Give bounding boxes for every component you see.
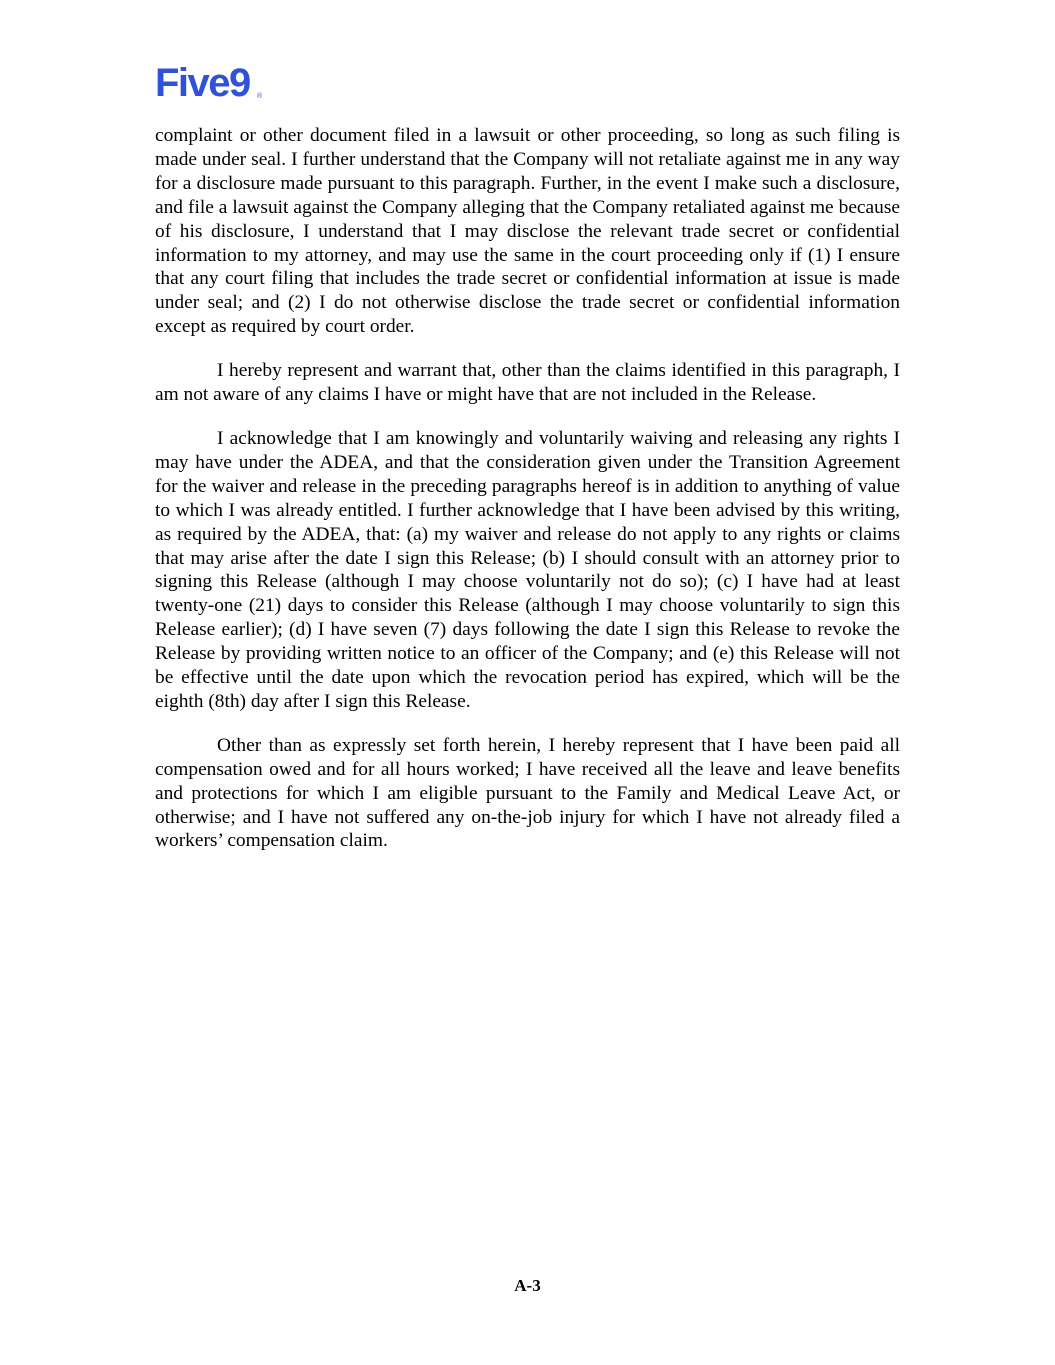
document-body — [155, 124, 900, 873]
registered-mark: ® — [257, 93, 263, 100]
paragraph-no-other-claims: I hereby represent and warrant that, other than the claims identified in this paragraph, I am not aware of any claims I have or might have that are not included in the Release. — [155, 360, 900, 406]
page-number: A-3 — [514, 1276, 541, 1295]
five9-logo-text: Five9 — [155, 61, 250, 105]
paragraph-compensation-representation: Other than as expressly set forth herein, I hereby represent that I have been paid all compensation owed and for all hours worked; I have received all the leave and leave benefits and protections for which I am eligible pursuant to the Family and Medical Leave Act, or otherwise; and I have not suffered any on-the-job injury for which I have not already filed a workers’ compensation claim. — [155, 734, 900, 852]
paragraph-confidential-disclosure: complaint or other document filed in a lawsuit or other proceeding, so long as such filing is made under seal. I further understand that the Company will not retaliate against me in any way for a disclosure made pursuant to this paragraph. Further, in the event I make such a disclosure, and file a lawsuit against the Company alleging that the Company retaliated against me because of his disclosure, I understand that I may disclose the relevant trade secret or confidential information to my attorney, and may use the same in the court proceeding only if (1) I ensure that any court filing that includes the trade secret or confidential information at issue is made under seal; and (2) I do not otherwise disclose the trade secret or confidential information except as required by court order. — [155, 125, 900, 338]
five9-logo — [155, 58, 270, 104]
paragraph-adea-waiver: I acknowledge that I am knowingly and voluntarily waiving and releasing any rights I may have under the ADEA, and that the consideration given under the Transition Agreement for the waiver and release in the preceding paragraphs hereof is in addition to anything of value to which I was already entitled. I further acknowledge that I have been advised by this writing, as required by the ADEA, that: (a) my waiver and release do not apply to any rights or claims that may arise after the date I sign this Release; (b) I should consult with an attorney prior to signing this Release (although I may choose voluntarily not do so); (c) I have had at least twenty-one (21) days to consider this Release (although I may choose voluntarily to sign this Release earlier); (d) I have seven (7) days following the date I sign this Release to revoke the Release by providing written notice to an officer of the Company; and (e) this Release will not be effective until the date upon which the revocation period has expired, which will be the eighth (8th) day after I sign this Release. — [155, 427, 900, 712]
five9-logo-graphic — [155, 58, 270, 104]
